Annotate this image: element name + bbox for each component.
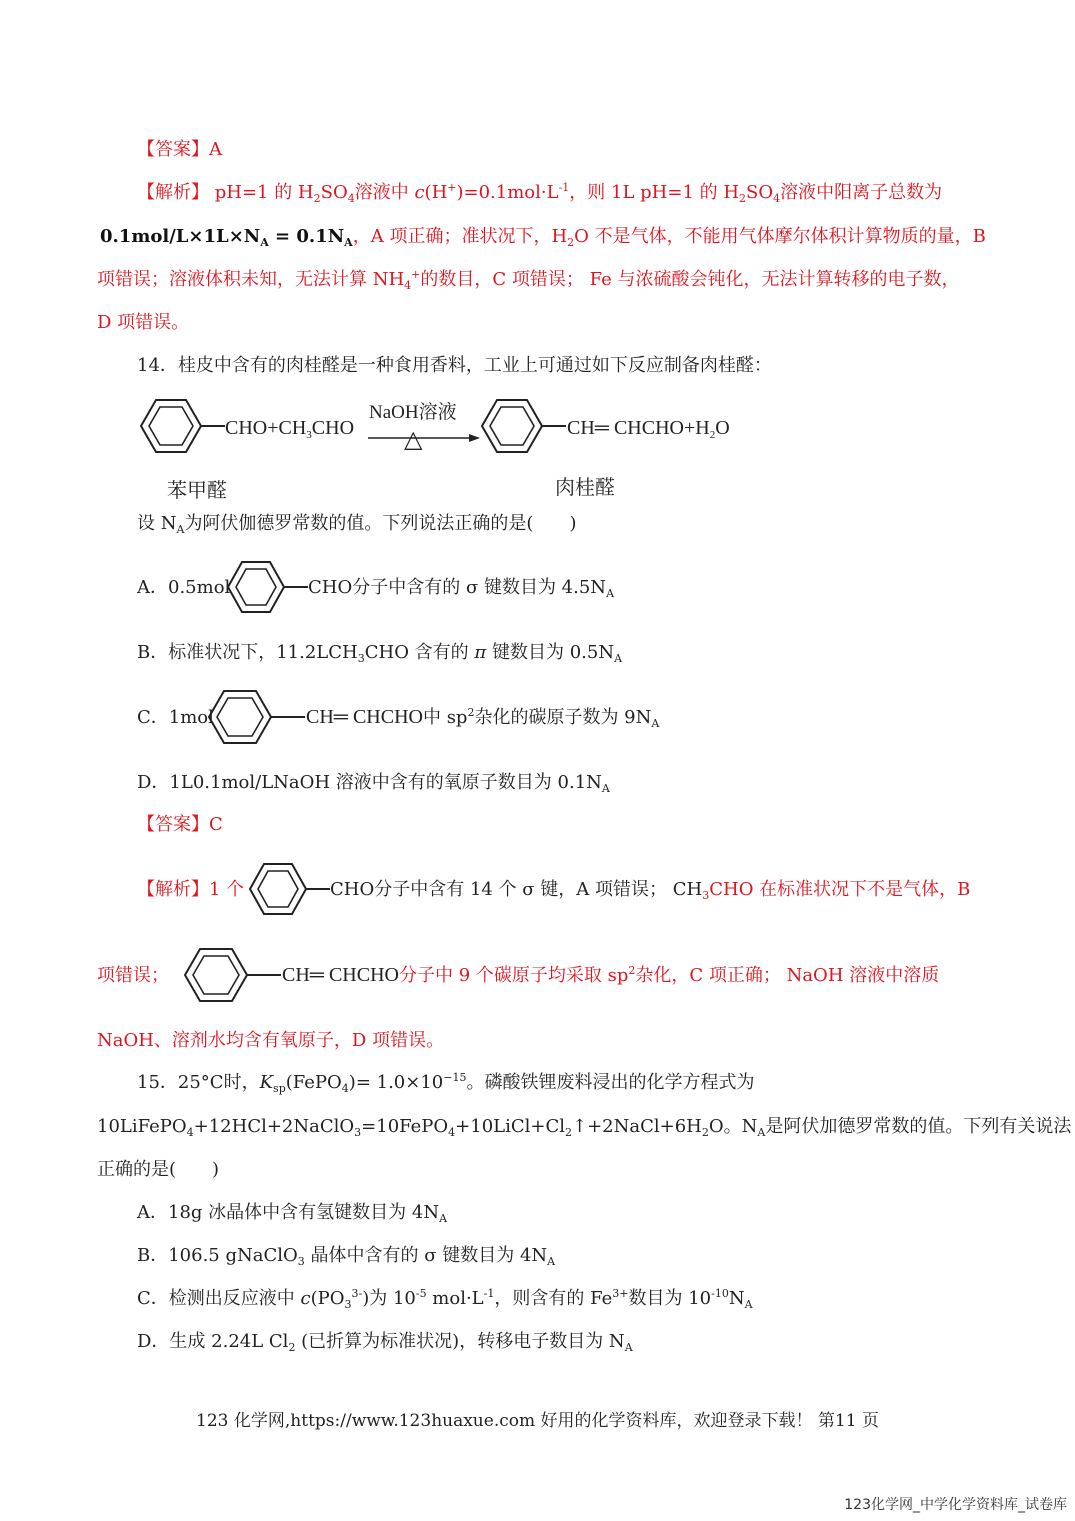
text: CH═ CHCHO [282,964,399,986]
sup: 3- [351,1287,363,1300]
heat-symbol: △ [404,427,423,453]
text: B．106.5 gNaClO [137,1245,298,1266]
sup: -1 [558,181,570,194]
sub: 3 [357,652,365,665]
text: D．生成 2.24L Cl [137,1331,289,1352]
sub: 4 [347,192,355,205]
analysis-14-line1-b [330,878,970,902]
text: 数目为 10 [628,1288,712,1309]
text: 设 N [137,513,177,534]
text: 的数目，C 项错误； Fe 与浓硫酸会钝化，无法计算转移的电子数， [420,269,960,290]
analysis-14-line2-a: 项错误； [97,965,169,986]
benzene-ring-icon [181,942,281,1008]
sub: 2 [701,1126,709,1139]
reaction-scheme [137,393,227,463]
text: O 不是气体，不能用气体摩尔体积计算物质的量，B [574,226,986,247]
question-15-stem [137,1071,754,1095]
text: SO [746,182,774,203]
sub: A [651,717,660,730]
sub: 3 [306,429,312,441]
sub: 3 [354,1126,362,1139]
sub: A [547,1255,556,1268]
text: CHO分子中含有的 σ 键数目为 4.5N [308,577,607,598]
sub: 3 [702,889,710,902]
analysis-line-1 [137,181,942,205]
text: π [474,642,487,663]
label-cinnamaldehyde: 肉桂醛 [555,475,615,499]
text: 。磷酸铁锂废料浸出的化学方程式为 [466,1072,755,1093]
sub: 2 [739,192,747,205]
text: 分子中 9 个碳原子均采取 sp [398,965,629,986]
text: SO [320,182,348,203]
text: 是阿伏加德罗常数的值。下列有关说法 [765,1116,1072,1137]
option-14-b [137,641,622,665]
text: 杂化的碳原子数为 9N [474,707,652,728]
option-14-a-ring [224,556,308,618]
text: K [259,1072,274,1093]
text: B．标准状况下，11.2LCH [137,642,358,663]
text: 为阿伏伽德罗常数的值。下列说法正确的是( ) [184,513,577,534]
analysis-14-line3: NaOH、溶剂水均含有氧原子，D 项错误。 [97,1030,445,1051]
answer-label-14: 【答案】C [137,814,223,835]
option-14-a-label: A．0.5mol [137,577,231,598]
sub: A [176,523,185,536]
text: O。N [708,1116,758,1137]
text: )= 1.0×10 [348,1072,444,1093]
sub: A [624,1341,633,1354]
text: 15．25°C时， [137,1072,260,1093]
condition-top: NaOH溶液 [369,402,457,423]
benzene-ring-icon [478,393,568,459]
text: 10LiFePO [97,1116,187,1137]
analysis-line-4: D 项错误。 [97,312,190,333]
sup: 3+ [612,1287,629,1300]
analysis-14-line2-b [282,963,939,988]
text: ，则含有的 Fe [494,1288,613,1309]
page-footer: 123 化学网,https://www.123huaxue.com 好用的化学资料库，欢迎登录下载！ 第11 页 [196,1411,879,1431]
sup: −15 [443,1071,467,1084]
sub: A [614,652,623,665]
sub: A [606,587,615,600]
text: (FePO [285,1072,342,1093]
sup: 2 [628,964,636,977]
benzene-ring-icon [246,858,330,920]
product-ring [478,393,568,463]
product-text [567,416,730,440]
sub: 3 [297,1255,305,1268]
text: c [414,182,425,203]
sub: 4 [448,1126,456,1139]
text: )为 10 [362,1288,416,1309]
sub: 4 [186,1126,194,1139]
sub: A [757,1126,766,1139]
sub: 4 [773,192,781,205]
text: ，A 项正确；准状况下，H [352,226,568,247]
analysis-tag: 【解析】 [137,182,209,203]
text: A．18g 冰晶体中含有氢键数目为 4N [137,1202,440,1223]
formula [100,226,353,247]
reactant-text [225,416,354,440]
sup: 2 [467,706,475,719]
question-15-equation [97,1115,1071,1139]
sup: -10 [711,1287,729,1300]
option-14-a-text [308,576,614,600]
text: N [728,1288,745,1309]
text: ，则 1L pH=1 的 H [569,182,740,203]
option-14-c-text [306,705,659,730]
text: )=0.1mol·L [456,182,559,203]
text: C．检测出反应液中 [137,1288,301,1309]
text: CHO [311,417,355,439]
text: pH=1 的 H [209,182,314,203]
benzene-ring-icon [137,393,227,459]
text: +10LiCl+Cl [455,1116,566,1137]
text: 键数目为 0.5N [486,642,615,663]
text: 0.1mol/L×1L×N [100,226,261,247]
analysis-14-ring-1 [246,858,330,920]
watermark: 123化学网_中学化学资料库_试卷库 [844,1497,1067,1513]
sup: + [447,181,457,194]
text: 中 sp [422,707,468,728]
text: CHO分子中含有 14 个 σ 键，A 项错误； CH [330,879,703,900]
text: =10FePO [361,1116,449,1137]
question-15-stem-end: 正确的是( ) [97,1159,220,1180]
text: (H [424,182,448,203]
text: CHO+CH [225,417,307,439]
sub: sp [273,1082,286,1095]
sub: A [439,1212,448,1225]
analysis-line-2 [100,225,986,249]
sub: A [744,1298,753,1311]
sub: 3 [344,1298,352,1311]
sub: A [601,782,610,795]
text: 溶液中阳离子总数为 [780,182,943,203]
text: 溶液中 [354,182,415,203]
sup: -1 [483,1287,495,1300]
text: CHO 在标准状况下不是气体，B [709,879,971,900]
text: D．1L0.1mol/LNaOH 溶液中含有的氧原子数目为 0.1N [137,772,602,793]
sup: + [411,268,421,281]
benzene-ring-icon [205,684,305,750]
sub: 2 [567,236,575,249]
text: mol·L [426,1288,484,1309]
option-15-a [137,1201,447,1225]
question-14-stem: 14．桂皮中含有的肉桂醛是一种食用香料，工业上可通过如下反应制备肉桂醛： [137,355,772,376]
sup: -5 [415,1287,427,1300]
text: +12HCl+2NaClO [193,1116,355,1137]
text: 杂化，C 项正确； NaOH 溶液中溶质 [635,965,940,986]
sub: 2 [709,429,716,441]
text: CH═ CHCHO+H [567,417,710,439]
sub: 4 [404,279,412,292]
option-15-c [137,1287,753,1311]
text: CHO 含有的 [364,642,475,663]
sub: 2 [565,1126,573,1139]
text: O [715,417,730,439]
sub: 4 [341,1082,349,1095]
option-14-d [137,771,610,795]
option-15-d [137,1330,633,1354]
reaction-arrow-icon [368,427,480,448]
answer-label-13: 【答案】A [137,139,222,160]
label-benzaldehyde: 苯甲醛 [167,478,227,502]
text: c [300,1288,311,1309]
option-14-c-label: C．1mol [137,707,214,728]
benzene-ring-icon [224,556,308,618]
sub: A [260,236,269,249]
question-14-prompt [137,512,576,536]
option-15-b [137,1244,555,1268]
option-14-c-ring [205,684,305,750]
text: 项错误；溶液体积未知，无法计算 NH [97,269,405,290]
text: CH═ CHCHO [306,706,423,728]
analysis-14-ring-2 [181,942,281,1008]
text: 晶体中含有的 σ 键数目为 4N [304,1245,548,1266]
sub: 2 [313,192,321,205]
sub: 2 [288,1341,296,1354]
text: ↑+2NaCl+6H [572,1116,702,1137]
sub: A [344,236,353,249]
analysis-line-3 [97,268,959,292]
text: (PO [310,1288,345,1309]
text: = 0.1N [268,226,345,247]
analysis-14-line1-a: 【解析】1 个 [137,879,245,900]
text: (已折算为标准状况)，转移电子数目为 N [295,1331,625,1352]
